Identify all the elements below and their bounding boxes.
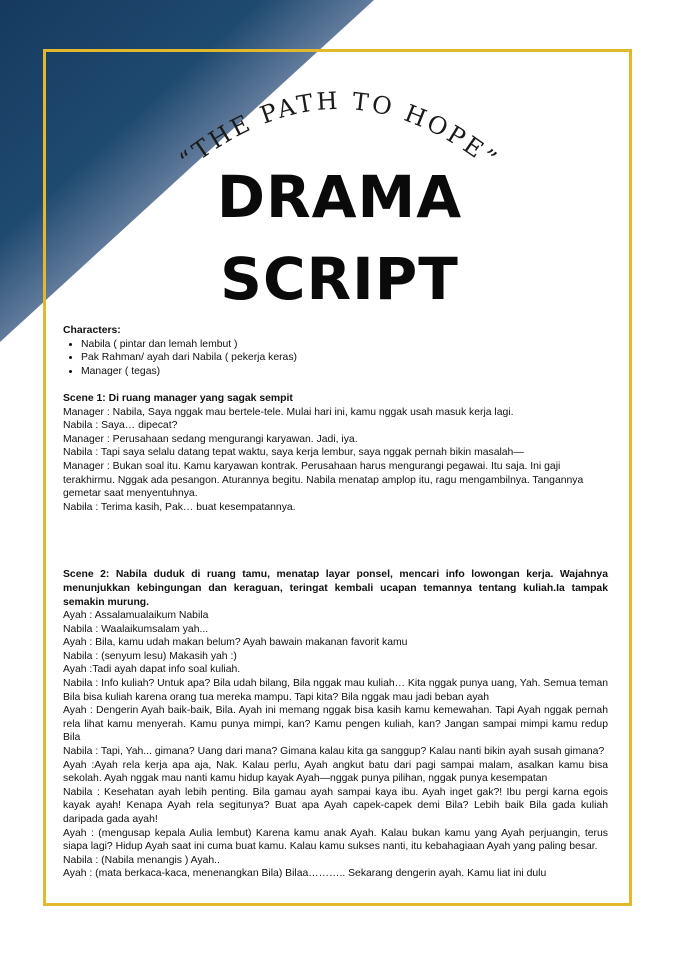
dialogue-line: Nabila : Tapi saya selalu datang tepat waktu, saya kerja lembur, saya nggak pernah bikin masalah— [63, 447, 524, 459]
dialogue-line: Nabila : Info kuliah? Untuk apa? Bila udah bilang, Bila nggak mau kuliah… Kita nggak punya uang, Yah. Semua teman Bila bisa kuliah karena orang tua mereka mampu. Tapi kita? Bila nggak mau jadi beban ayah [63, 678, 608, 703]
dialogue-line: Ayah :Ayah rela kerja apa aja, Nak. Kalau perlu, Ayah angkut batu dari pagi sampai malam, asalkan kamu bisa sekolah. Ayah nggak mau nanti kamu hidup kayak Ayah—nggak punya pilihan, nggak punya kesempatan [63, 759, 608, 785]
dialogue-line: Manager : Nabila, Saya nggak mau bertele-tele. Mulai hari ini, kamu nggak usah masuk kerja lagi. [63, 406, 514, 418]
dialogue-line: Ayah : (mata berkaca-kaca, menenangkan Bila) Bilaa……….. Sekarang dengerin ayah. Kamu liat ini dulu [63, 868, 547, 880]
characters-list [63, 338, 608, 379]
character-item: • Nabila ( pintar dan lemah lembut ) [81, 338, 608, 352]
dialogue-line: Nabila : Terima kasih, Pak… buat kesempatannya. [63, 501, 296, 513]
scene2-heading: Scene 2: Nabila duduk di ruang tamu, menatap layar ponsel, mencari info lowongan kerja. Wajahnya menunjukkan kebingungan dan keraguan, teringat kembali ucapan temannya tentang kuliah.Ia tampak semakin murung. [63, 569, 608, 608]
dialogue-line: Ayah :Tadi ayah dapat info soal kuliah. [63, 664, 241, 676]
dialogue-line: Nabila : Saya… dipecat? [63, 420, 178, 432]
subtitle-textpath: “THE PATH TO HOPE” [174, 86, 504, 175]
dialogue-line: Ayah : (mengusap kepala Aulia lembut) Karena kamu anak Ayah. Kalau bukan kamu yang Ayah perjuangin, terus siapa lagi? Hidup Ayah saat ini cuma buat kamu. Kalau kamu sukses nanti, itu kebahagiaan Ayah yang paling besar. [63, 827, 608, 853]
subtitle-text [174, 87, 504, 175]
dialogue-line: Manager : Bukan soal itu. Kamu karyawan kontrak. Perusahaan harus mengurangi pegawai. Itu saja. Ini gaji terakhirmu. Nggak ada pesangon. Aturannya begitu. Nabila menatap amplop itu, ragu mengambilnya. Tangannya gemetar saat menyentuhnya. [63, 460, 584, 500]
characters-heading: Characters: [63, 325, 121, 336]
dialogue-line: Manager : Perusahaan sedang mengurangi karyawan. Jadi, iya. [63, 433, 358, 445]
dialogue-line: Ayah : Assalamualaikum Nabila [63, 610, 209, 622]
script-content [63, 324, 608, 881]
title-script: SCRIPT [220, 245, 459, 313]
dialogue-line: Nabila : Kesehatan ayah lebih penting. Bila gamau ayah sampai kaya ibu. Ayah inget gak?! Ibu pergi karna egois kayak ayah! Kenapa Ayah rela segitunya? Buat apa Ayah capek-capek demi Bila? Lebih baik Bila gada kuliah daripada gada ayah! [63, 786, 608, 825]
dialogue-line: Nabila : Tapi, Yah... gimana? Uang dari mana? Gimana kalau kita ga sanggup? Kalau nanti bikin ayah susah gimana? [63, 746, 605, 758]
scene1-heading: Scene 1: Di ruang manager yang sagak sempit [63, 392, 293, 404]
dialogue-line: Ayah : Bila, kamu udah makan belum? Ayah bawain makanan favorit kamu [63, 637, 408, 649]
character-item: • Pak Rahman/ ayah dari Nabila ( pekerja keras) [81, 351, 608, 365]
dialogue-line: Nabila : (senyum lesu) Makasih yah :) [63, 650, 237, 662]
character-item: • Manager ( tegas) [81, 365, 608, 379]
dialogue-line: Nabila : Waalaikumsalam yah... [63, 623, 209, 635]
dialogue-line: Nabila : (Nabila menangis ) Ayah.. [63, 854, 220, 866]
title-drama: DRAMA [216, 163, 463, 231]
dialogue-line: Ayah : Dengerin Ayah baik-baik, Bila. Ayah ini memang nggak bisa kasih kamu kemewahan. Tapi Ayah nggak pernah rela lihat kamu menyerah. Kamu punya mimpi, kan? Kamu pengen kuliah, kan? Jangan sampai mimpi kamu redup Bila [63, 705, 608, 744]
